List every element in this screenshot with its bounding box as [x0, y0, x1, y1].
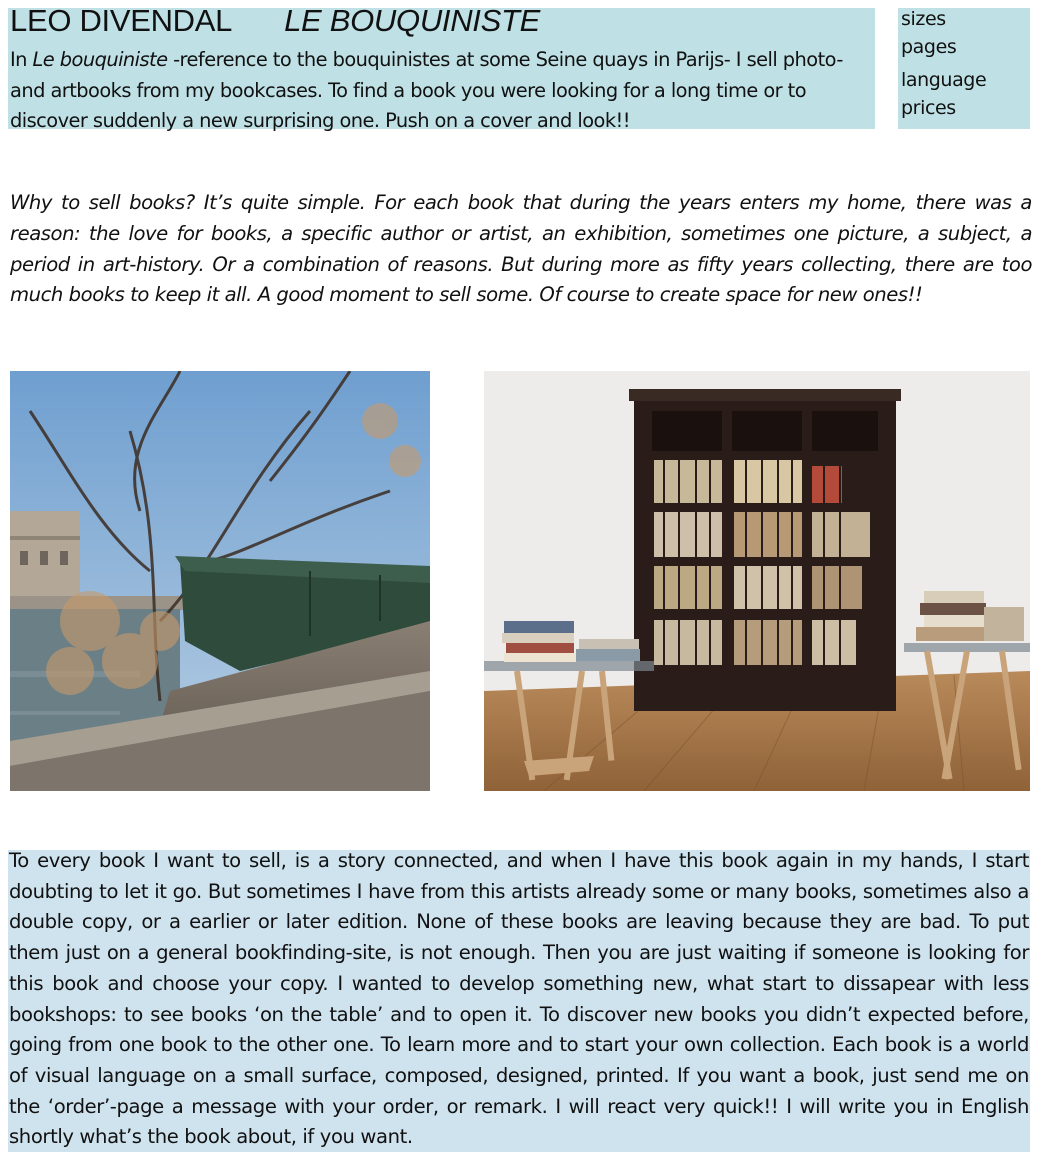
intro-rest: -reference to the bouquinistes at some Seine quays in Parijs- I sell photo- and artbooks from my bookcases. To find a book you were looking for a long time or to discover suddenly a new surprising one. Push on a cover and look!!: [10, 48, 843, 132]
nav-link-pages[interactable]: pages: [901, 36, 957, 58]
why-paragraph: Why to sell books? It’s quite simple. For each book that during the years enters my home, there was a reason: the love for books, a specific author or artist, an exhibition, sometimes one picture, a subject, a period in art-history. Or a combination of reasons. But during more as fifty years collecting, there are too much books to keep it all. A good moment to sell some. Of course to create space for new ones!!: [10, 191, 1032, 307]
seine-photo-illustration: [10, 371, 430, 791]
intro-prefix: In: [10, 48, 33, 71]
photo-seine-bouquiniste[interactable]: [10, 371, 430, 791]
nav-link-language[interactable]: language: [901, 69, 987, 91]
page-title: [10, 4, 540, 38]
intro-italic: Le bouquiniste: [32, 48, 168, 71]
side-nav: [898, 8, 1030, 129]
author-name: LEO DIVENDAL: [10, 3, 233, 38]
bookcase-photo-illustration: [484, 371, 1030, 791]
nav-link-sizes[interactable]: sizes: [901, 8, 946, 30]
nav-link-prices[interactable]: prices: [901, 97, 956, 119]
story-paragraph: To every book I want to sell, is a story connected, and when I have this book again in my hands, I start doubting to let it go. But sometimes I have from this artists already some or many books, sometimes also a double copy, or a earlier or later edition. None of these books are leaving because they are bad. To put them just on a general bookfinding-site, is not enough. Then you are just waiting if someone is looking for this book and choose your copy. I wanted to develop something new, what start to dissapear with less bookshops: to see books ‘on the table’ and to open it. To discover new books you didn’t expected before, going from one book to the other one. To learn more and to start your own collection. Each book is a world of visual language on a small surface, composed, designed, printed. If you want a book, just send me on the ‘order’-page a message with your order, or remark. I will react very quick!! I will write you in English shortly what’s the book about, if you want.: [9, 849, 1029, 1149]
intro-text: [10, 45, 874, 137]
project-title: LE BOUQUINISTE: [284, 3, 541, 38]
photo-bookcase-room[interactable]: [484, 371, 1030, 791]
